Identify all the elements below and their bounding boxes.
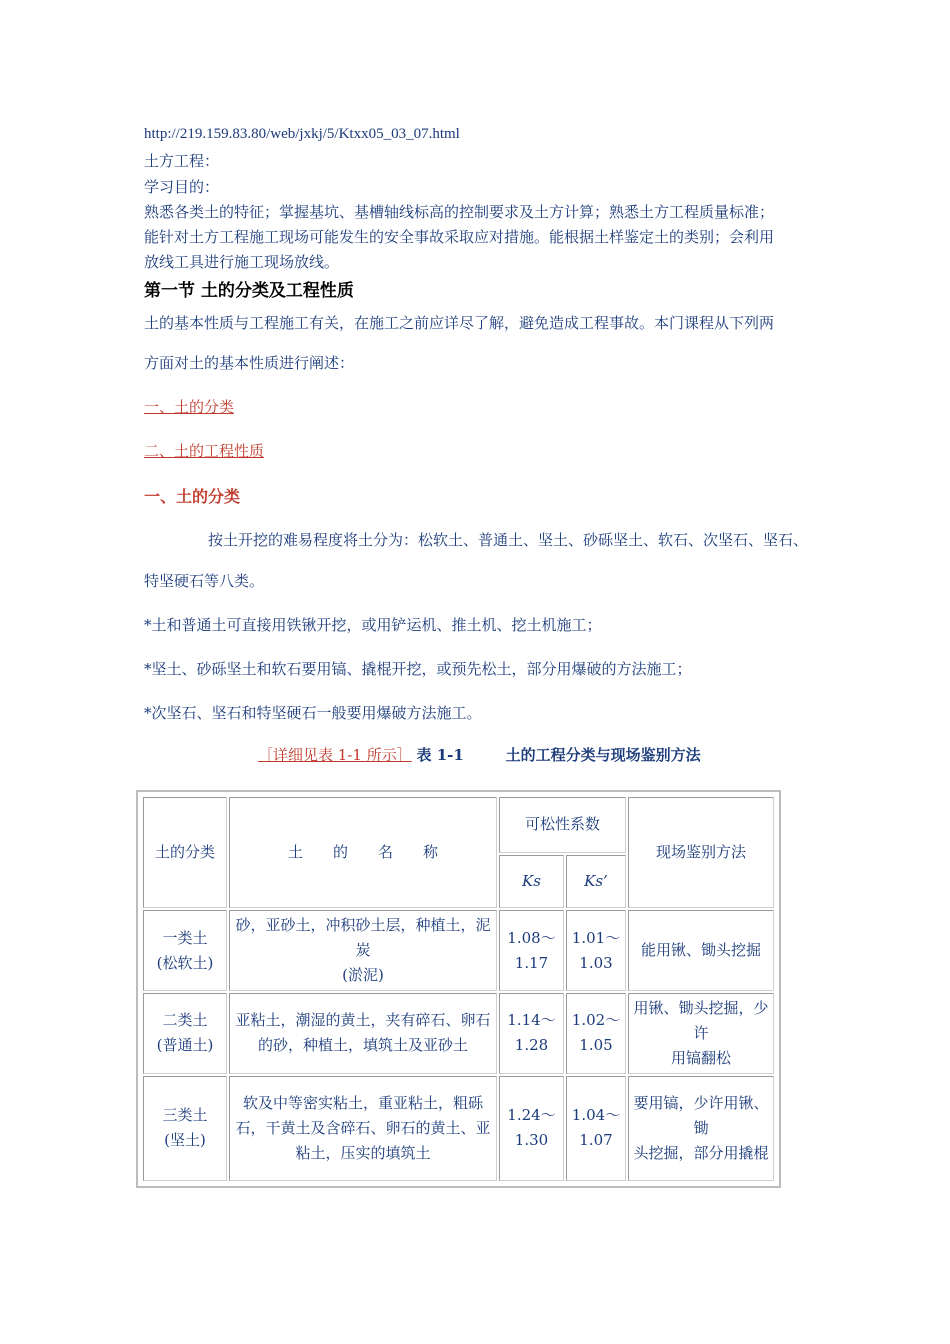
header-coef: 可松性系数: [499, 797, 626, 853]
row-ks2: 1.04～ 1.07: [566, 1076, 626, 1181]
soil-classification-table: [141, 795, 776, 1183]
heading-label: 土方工程：: [144, 152, 220, 170]
table-caption: [258, 744, 701, 765]
bullet-2: *坚土、砂砾坚土和软石要用镐、撬棍开挖，或预先松土，部分用爆破的方法施工；: [144, 660, 692, 678]
header-name: 土 的 名 称: [229, 797, 497, 908]
row-name: 软及中等密实粘土，重亚粘土，粗砾 石，干黄土及含碎石、卵石的黄土、亚 粘土，压实的填筑土: [229, 1076, 497, 1181]
header-ks2: Ks’: [566, 855, 626, 909]
objective-label: 学习目的：: [144, 178, 220, 196]
section-title: 第一节 土的分类及工程性质: [144, 281, 354, 301]
source-url[interactable]: http://219.159.83.80/web/jxkj/5/Ktxx05_03_07.html: [144, 126, 460, 142]
objective-line-3: 放线工具进行施工现场放线。: [144, 253, 340, 271]
row-name: 砂，亚砂土，冲积砂土层，种植土，泥炭 (淤泥): [229, 910, 497, 991]
row-method: 用锹、锄头挖掘，少许 用镐翻松: [628, 993, 774, 1074]
objective-line-1: 熟悉各类土的特征；掌握基坑、基槽轴线标高的控制要求及土方计算；熟悉土方工程质量标准；: [144, 203, 775, 221]
row-name: 亚粘土，潮湿的黄土，夹有碎石、卵石 的砂，种植土，填筑土及亚砂土: [229, 993, 497, 1074]
table-row: [143, 993, 774, 1074]
intro-line-2: 方面对土的基本性质进行阐述：: [144, 354, 355, 372]
row-ks2: 1.02～ 1.05: [566, 993, 626, 1074]
row-ks2: 1.01～ 1.03: [566, 910, 626, 991]
row-ks: 1.24～ 1.30: [499, 1076, 564, 1181]
header-ks: Ks: [499, 855, 564, 909]
table-caption-title: 表 1-1 土的工程分类与现场鉴别方法: [416, 746, 701, 764]
table-caption-link[interactable]: ［详细见表 1-1 所示］: [258, 746, 412, 764]
row-method: 要用镐，少许用锹、锄 头挖掘，部分用撬棍: [628, 1076, 774, 1181]
table-header-row: [143, 797, 774, 853]
row-method: 能用锹、锄头挖掘: [628, 910, 774, 991]
row-category: 一类土 (松软土): [143, 910, 227, 991]
toc-link-classification[interactable]: 一、土的分类: [144, 398, 235, 416]
table-row: [143, 1076, 774, 1181]
header-category: 土的分类: [143, 797, 227, 908]
intro-line-1: 土的基本性质与工程施工有关，在施工之前应详尽了解，避免造成工程事故。本门课程从下列两: [144, 314, 775, 332]
header-method: 现场鉴别方法: [628, 797, 774, 908]
classification-line-1: 按土开挖的难易程度将土分为：松软土、普通土、坚土、砂砾坚土、软石、次坚石、坚石、: [208, 531, 809, 549]
row-ks: 1.14～ 1.28: [499, 993, 564, 1074]
objective-line-2: 能针对土方工程施工现场可能发生的安全事故采取应对措施。能根据土样鉴定土的类别；会利用: [144, 228, 775, 246]
sub-heading: 一、土的分类: [144, 487, 241, 506]
classification-line-2: 特坚硬石等八类。: [144, 572, 265, 590]
row-category: 二类土 (普通土): [143, 993, 227, 1074]
bullet-3: *次坚石、坚石和特坚硬石一般要用爆破方法施工。: [144, 704, 482, 722]
row-category: 三类土 (坚土): [143, 1076, 227, 1181]
soil-table-frame: [136, 790, 781, 1188]
bullet-1: *土和普通土可直接用铁锹开挖，或用铲运机、推土机、挖土机施工；: [144, 616, 602, 634]
toc-link-properties[interactable]: 二、土的工程性质: [144, 442, 265, 460]
table-row: [143, 910, 774, 991]
row-ks: 1.08～ 1.17: [499, 910, 564, 991]
